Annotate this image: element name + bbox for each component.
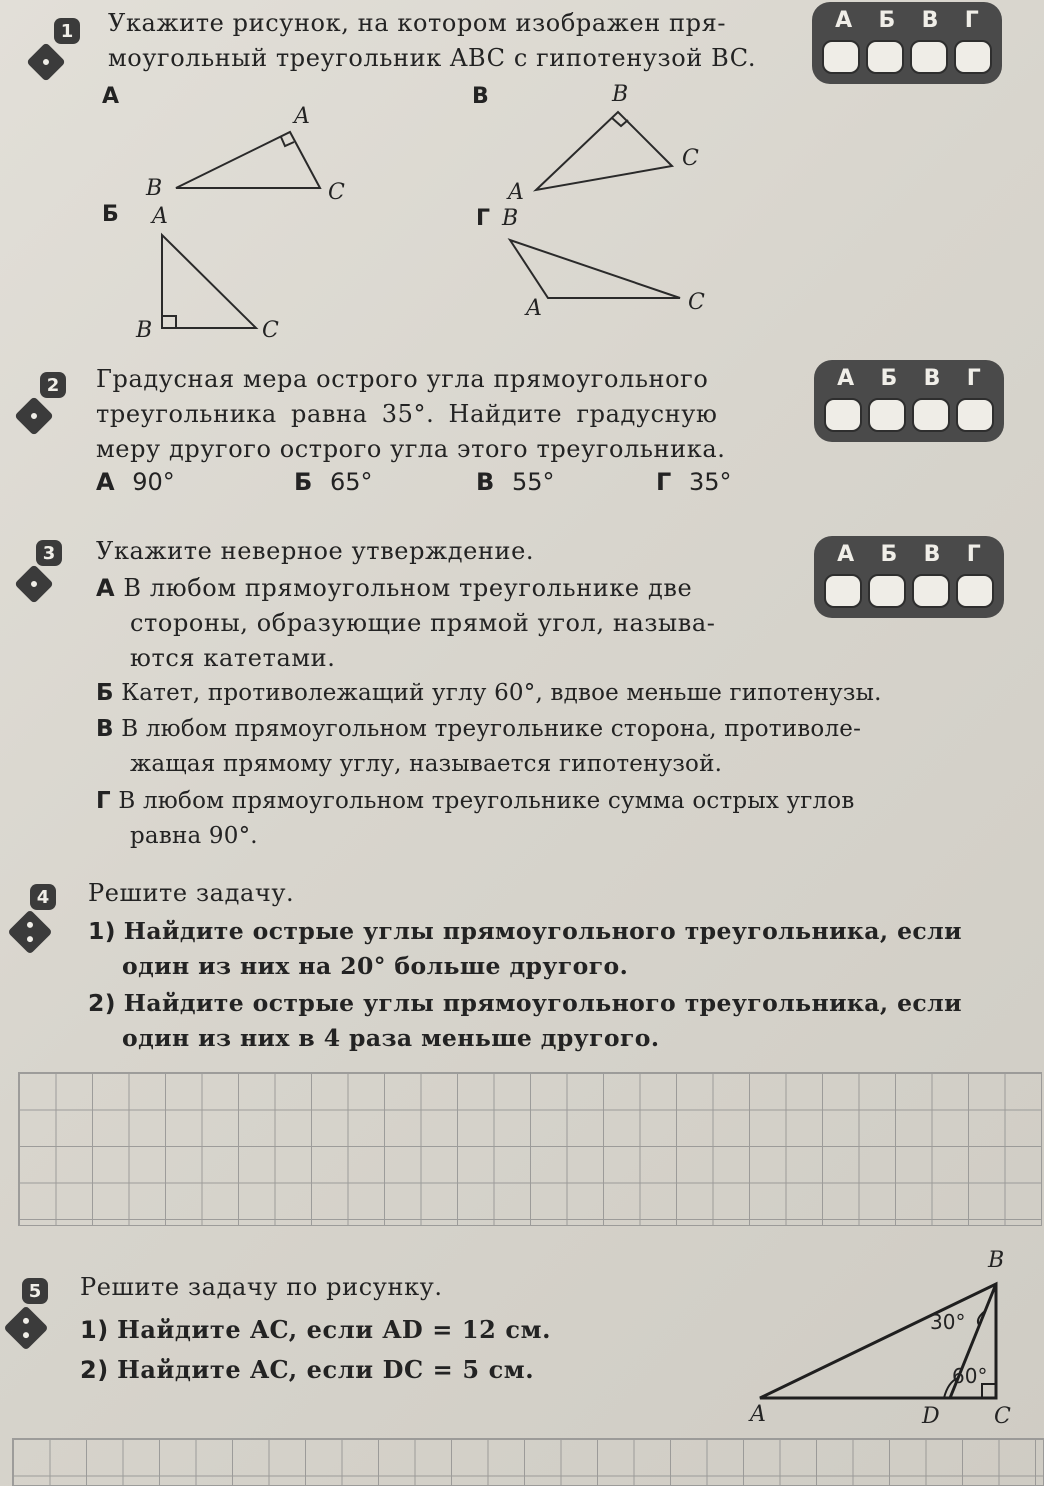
answer-letter: Б: [880, 542, 898, 567]
vertex-label: A: [294, 104, 310, 129]
answer-letter: В: [923, 542, 941, 567]
vertex-label: B: [136, 318, 153, 343]
option-text: ются катетами.: [130, 644, 336, 672]
task-number: 2: [40, 372, 66, 398]
part-number: 1): [88, 917, 116, 945]
part-text: Найдите острые углы прямоугольного треугольника, если: [123, 989, 962, 1017]
option-value: 65°: [329, 468, 373, 496]
angle-label: 60°: [952, 1364, 988, 1388]
answer-letter: Б: [880, 366, 898, 391]
answer-letter: А: [837, 366, 855, 391]
figure-label: Б: [102, 202, 119, 227]
answer-grid[interactable]: [12, 1438, 1044, 1486]
task4-prompt-text: Решите задачу.: [88, 879, 295, 907]
option-text: В любом прямоугольном треугольнике сумма острых углов: [118, 788, 855, 814]
option-letter: В: [96, 716, 114, 742]
part-text: Найдите AC, если AD = 12 см.: [117, 1315, 552, 1344]
vertex-label: B: [612, 82, 629, 107]
option-letter: Г: [96, 788, 111, 814]
vertex-label: C: [262, 318, 279, 343]
angle-label: 30°: [930, 1310, 966, 1334]
vertex-label: D: [922, 1404, 940, 1429]
task1-line: Укажите рисунок, на котором изображен пря-: [108, 9, 727, 37]
option-letter: В: [476, 468, 495, 496]
option-text: стороны, образующие прямой угол, называ-: [130, 609, 716, 637]
part-text: один из них в 4 раза меньше другого.: [122, 1024, 660, 1052]
vertex-label: A: [152, 204, 168, 229]
vertex-label: B: [502, 206, 519, 231]
figure-label: В: [472, 84, 489, 109]
task2-line: меру другого острого угла этого треугольника.: [96, 435, 726, 463]
vertex-label: A: [508, 180, 524, 205]
option-value: 90°: [132, 468, 175, 496]
task-number: 1: [54, 18, 80, 44]
figure-label: Г: [476, 206, 491, 231]
vertex-label: C: [688, 290, 705, 315]
vertex-label: B: [988, 1248, 1005, 1273]
answer-letter: Г: [966, 366, 981, 391]
option-letter: А: [96, 574, 116, 602]
option-text: В любом прямоугольном треугольнике сторона, противоле-: [121, 716, 862, 742]
option-letter: Б: [294, 468, 313, 496]
option-value: 55°: [511, 468, 555, 496]
answer-letter: Г: [966, 542, 981, 567]
option-letter: Б: [96, 680, 114, 706]
task2-line: треугольника равна 35°. Найдите градусную: [96, 400, 718, 428]
option-text: В любом прямоугольном треугольнике две: [123, 574, 693, 602]
vertex-label: C: [682, 146, 699, 171]
answer-letter: А: [835, 8, 853, 33]
vertex-label: B: [146, 176, 163, 201]
task-number: 5: [22, 1278, 48, 1304]
option-text: равна 90°.: [130, 823, 258, 849]
part-text: Найдите острые углы прямоугольного треугольника, если: [123, 917, 962, 945]
task3-prompt-text: Укажите неверное утверждение.: [96, 537, 535, 565]
vertex-label: C: [994, 1404, 1011, 1429]
vertex-label: C: [328, 180, 345, 205]
option-text: жащая прямому углу, называется гипотенузой.: [130, 751, 723, 777]
answer-letter: В: [923, 366, 941, 391]
option-letter: А: [96, 468, 115, 496]
option-letter: Г: [656, 468, 672, 496]
vertex-label: A: [526, 296, 542, 321]
task-number: 4: [30, 884, 56, 910]
part-text: Найдите AC, если DC = 5 см.: [117, 1355, 535, 1384]
part-number: 1): [80, 1316, 109, 1344]
vertex-label: A: [750, 1402, 766, 1427]
part-number: 2): [80, 1356, 109, 1384]
answer-letter: В: [921, 8, 939, 33]
option-text: Катет, противолежащий углу 60°, вдвое меньше гипотенузы.: [121, 680, 882, 706]
task-number: 3: [36, 540, 62, 566]
part-number: 2): [88, 989, 116, 1017]
option-value: 35°: [688, 468, 732, 496]
answer-letter: Г: [964, 8, 979, 33]
answer-letter: А: [837, 542, 855, 567]
part-text: один из них на 20° больше другого.: [122, 952, 629, 980]
figure-label: А: [102, 84, 120, 109]
task1-line: моугольный треугольник ABC с гипотенузой BC.: [108, 44, 757, 72]
task5-prompt-text: Решите задачу по рисунку.: [80, 1273, 443, 1301]
task2-line: Градусная мера острого угла прямоугольного: [96, 365, 709, 393]
answer-letter: Б: [878, 8, 896, 33]
